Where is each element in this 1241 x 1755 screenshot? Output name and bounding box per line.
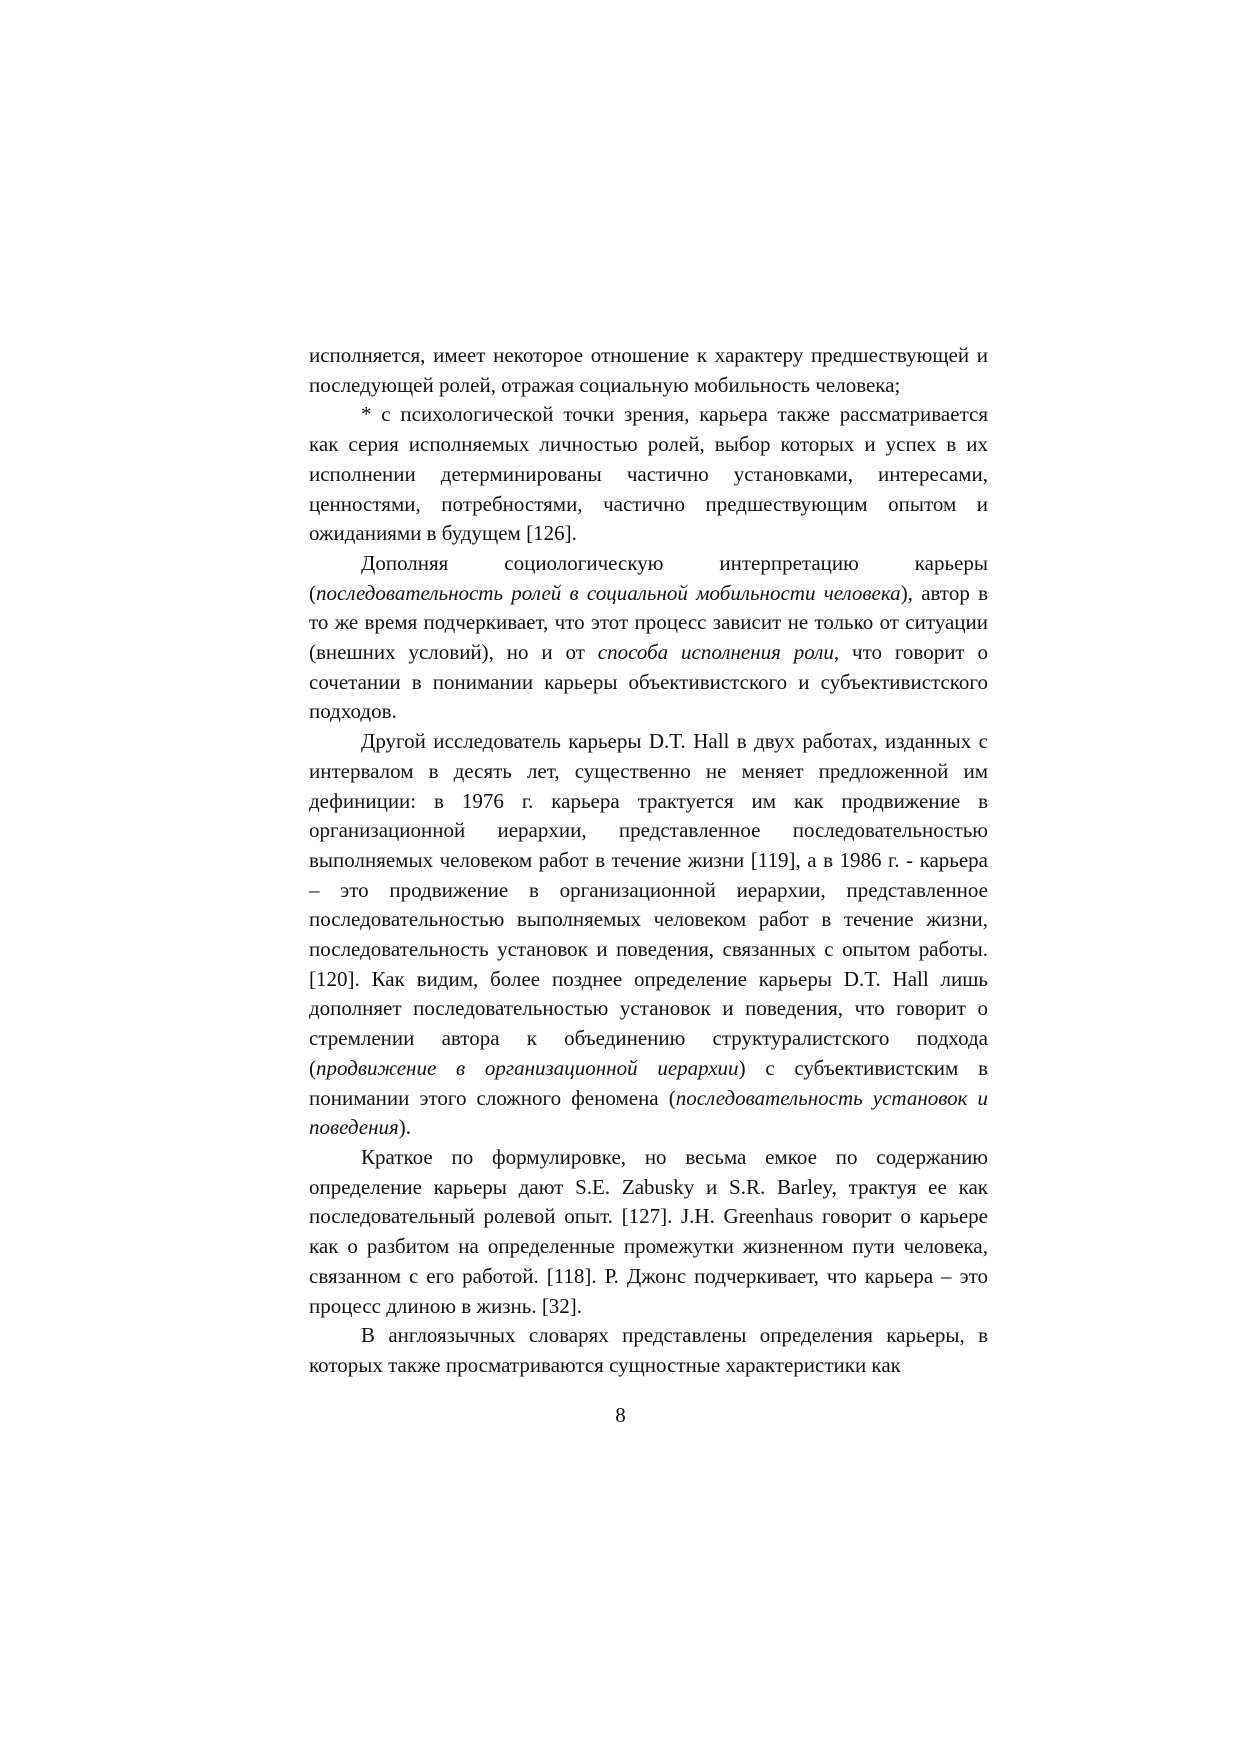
text-run: ), автор в то же время подчеркивает, что этот процесс зависит не только от ситуации (внешних условий), но и от	[309, 580, 989, 665]
italic-run: продвижение в организационной иерархии	[316, 1055, 739, 1080]
italic-run: последовательность установок и поведения	[309, 1085, 988, 1140]
italic-run: способа исполнения роли,	[597, 640, 840, 665]
text-run: исполняется, имеет некоторое отношение к характеру предшествующей и последующей ролей, отражая социальную мобильность человека;	[309, 343, 988, 397]
page-number: 8	[615, 1403, 626, 1427]
paragraph	[309, 727, 988, 1143]
text-run: ) с субъективистским в понимании этого сложного феномена (	[309, 1055, 988, 1110]
paragraph	[309, 341, 988, 400]
paragraph	[309, 549, 988, 727]
paragraph	[309, 1143, 988, 1321]
body-text	[309, 341, 988, 1381]
paragraph	[309, 400, 988, 549]
text-run: Краткое по формулировке, но весьма емкое по содержанию определение карьеры дают S.E. Zabusky и S.R. Barley, трактуя ее как последовательный ролевой опыт. [127]. J.H. Greenhaus говорит о карьере как о разбитом на определенные промежутки жизненном пути человека, связанном с его работой. [118]. Р. Джонс подчеркивает, что карьера – это процесс длиною в жизнь. [32].	[309, 1144, 988, 1318]
paragraph	[309, 1321, 988, 1380]
text-run: * с психологической точки зрения, карьера также рассматривается как серия исполняемых личностью ролей, выбор которых и успех в их исполнении детерминированы частично установками, интересами, ценностями, потребностями, частично предшествующим опытом и ожиданиями в будущем [126].	[309, 402, 988, 546]
text-run: Другой исследователь карьеры D.T. Hall в двух работах, изданных с интервалом в десять лет, существенно не меняет предложенной им дефиниции: в 1976 г. карьера трактуется им как продвижение в организационной иерархии, представленное последовательностью выполняемых человеком работ в течение жизни [119], а в 1986 г. - карьера – это продвижение в организационной иерархии, представленное последовательностью выполняемых человеком работ в течение жизни, последовательность установок и поведения, связанных с опытом работы. [120]. Как видим, более позднее определение карьеры D.T. Hall лишь дополняет последовательностью установок и поведения, что говорит о стремлении автора к объединению структуралистского подхода (	[309, 729, 988, 1080]
text-run: ).	[398, 1115, 412, 1140]
italic-run: последовательность ролей в социальной мобильности человека	[316, 580, 901, 605]
text-run: Дополняя социологическую интерпретацию карьеры (	[309, 550, 988, 605]
text-run: что говорит о сочетании в понимании карьеры объективистского и субъективистского подходов.	[309, 640, 988, 724]
text-run: В англоязычных словарях представлены определения карьеры, в которых также просматриваются сущностные характеристики как	[309, 1323, 988, 1377]
